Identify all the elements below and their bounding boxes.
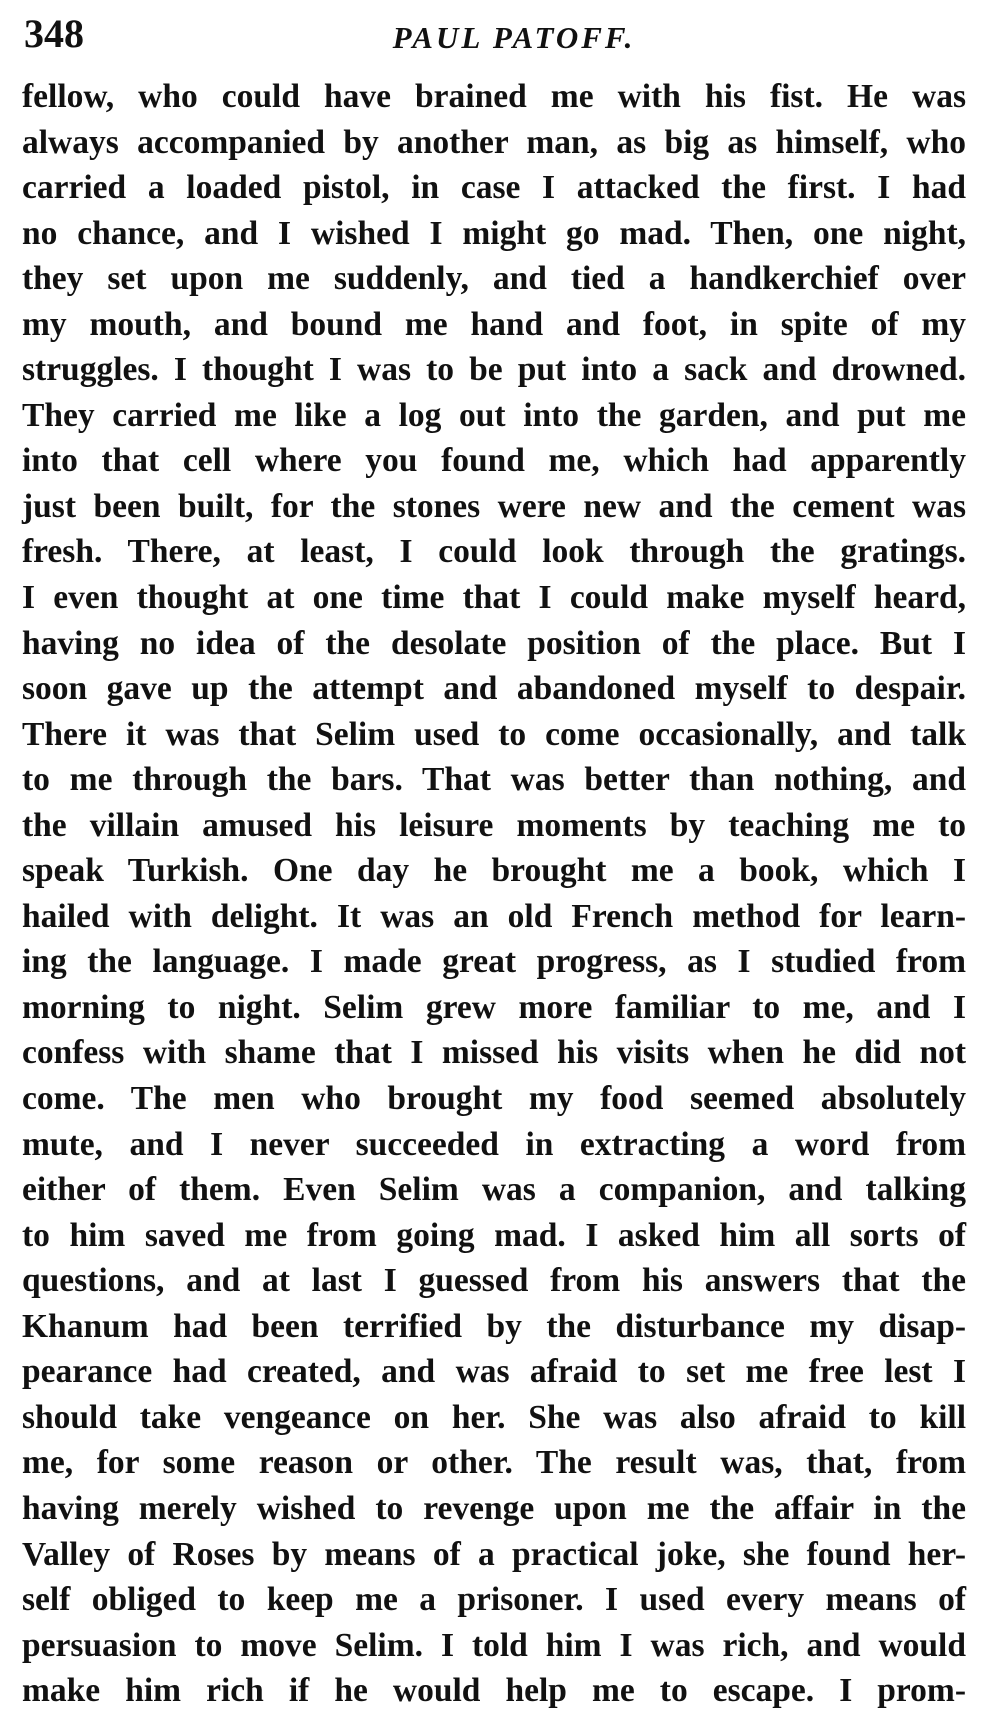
- text-line: self obliged to keep me a prisoner. I used every means of: [22, 1581, 966, 1619]
- text-line: having no idea of the desolate position of the place. But I: [22, 624, 966, 662]
- text-line: come. The men who brought my food seemed absolutely: [22, 1080, 966, 1118]
- text-line: fellow, who could have brained me with his fist. He was: [22, 78, 966, 115]
- text-line: my mouth, and bound me hand and foot, in spite of my: [22, 305, 966, 343]
- text-line: morning to night. Selim grew more familiar to me, and I: [22, 988, 966, 1026]
- text-line: soon gave up the attempt and abandoned myself to despair.: [22, 670, 966, 708]
- text-line: Valley of Roses by means of a practical joke, she found her-: [22, 1535, 966, 1573]
- text-line: There it was that Selim used to come occasionally, and talk: [22, 715, 966, 753]
- text-line: should take vengeance on her. She was also afraid to kill: [22, 1398, 966, 1436]
- text-line: fresh. There, at least, I could look through the gratings.: [22, 533, 966, 571]
- text-line: just been built, for the stones were new and the cement was: [22, 487, 966, 525]
- text-line: to me through the bars. That was better than nothing, and: [22, 761, 966, 799]
- text-line: They carried me like a log out into the garden, and put me: [22, 396, 966, 434]
- text-line: either of them. Even Selim was a companion, and talking: [22, 1171, 966, 1209]
- text-line: ing the language. I made great progress, as I studied from: [22, 943, 966, 981]
- text-line: Khanum had been terrified by the disturbance my disap-: [22, 1307, 966, 1345]
- text-line: me, for some reason or other. The result was, that, from: [22, 1444, 966, 1482]
- running-title: PAUL PATOFF.: [392, 20, 636, 55]
- text-line: to him saved me from going mad. I asked him all sorts of: [22, 1216, 966, 1254]
- body-text: [22, 74, 966, 1714]
- text-line: hailed with delight. It was an old French method for learn-: [22, 897, 966, 935]
- text-line: make him rich if he would help me to escape. I prom-: [22, 1672, 966, 1710]
- text-line: no chance, and I wished I might go mad. Then, one night,: [22, 214, 966, 252]
- text-line: carried a loaded pistol, in case I attacked the first. I had: [22, 169, 966, 207]
- text-line: they set upon me suddenly, and tied a handkerchief over: [22, 260, 966, 298]
- text-line: questions, and at last I guessed from his answers that the: [22, 1262, 966, 1300]
- page-number: 348: [24, 11, 84, 56]
- text-line: pearance had created, and was afraid to set me free lest I: [22, 1353, 966, 1391]
- text-line: persuasion to move Selim. I told him I was rich, and would: [22, 1626, 966, 1664]
- page-header: [24, 4, 964, 64]
- text-line: confess with shame that I missed his visits when he did not: [22, 1034, 966, 1072]
- text-line: into that cell where you found me, which had apparently: [22, 442, 966, 480]
- text-line: the villain amused his leisure moments by teaching me to: [22, 806, 966, 844]
- text-line: I even thought at one time that I could make myself heard,: [22, 579, 966, 617]
- text-line: always accompanied by another man, as big as himself, who: [22, 123, 966, 161]
- text-line: speak Turkish. One day he brought me a book, which I: [22, 852, 966, 890]
- text-line: struggles. I thought I was to be put into a sack and drowned.: [22, 351, 966, 389]
- text-line: mute, and I never succeeded in extracting a word from: [22, 1125, 966, 1163]
- text-line: having merely wished to revenge upon me the affair in the: [22, 1489, 966, 1527]
